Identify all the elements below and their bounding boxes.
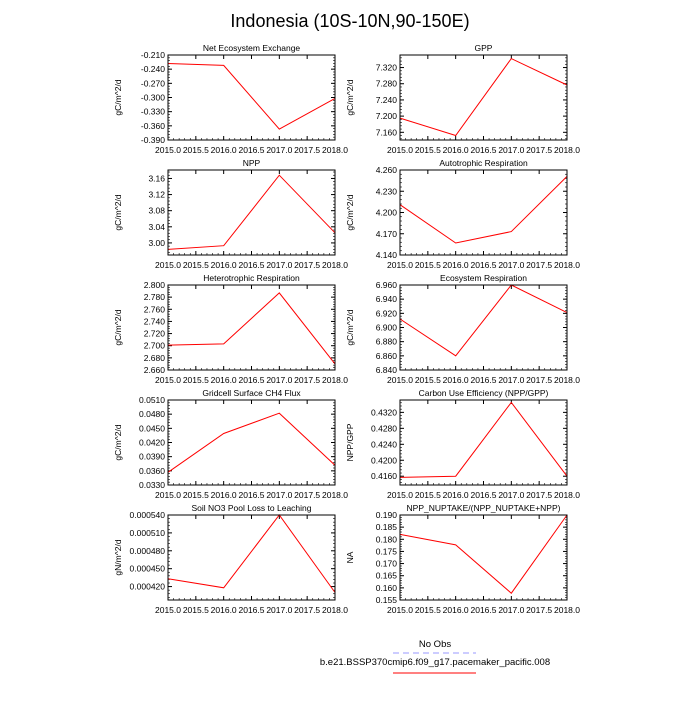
x-tick-label: 2016.0	[211, 375, 237, 385]
panel-title: Net Ecosystem Exchange	[203, 43, 301, 53]
x-tick-label: 2016.5	[471, 490, 497, 500]
y-tick-label: 2.720	[144, 329, 166, 339]
plot-frame	[400, 170, 567, 255]
x-tick-label: 2016.0	[211, 260, 237, 270]
x-tick-label: 2018.0	[322, 260, 348, 270]
x-tick-label: 2017.0	[266, 375, 292, 385]
y-tick-label: 0.4320	[371, 407, 397, 417]
y-tick-label: 6.960	[376, 280, 398, 290]
x-tick-label: 2016.5	[239, 260, 265, 270]
y-tick-label: -0.210	[141, 50, 165, 60]
y-tick-label: 0.0450	[139, 423, 165, 433]
panel-3	[345, 158, 580, 270]
x-tick-label: 2016.5	[471, 605, 497, 615]
x-tick-label: 2016.5	[239, 490, 265, 500]
y-tick-label: -0.270	[141, 78, 165, 88]
x-tick-label: 2018.0	[554, 605, 580, 615]
y-tick-label: 2.680	[144, 353, 166, 363]
y-tick-label: 2.800	[144, 280, 166, 290]
series-line	[400, 285, 567, 356]
y-tick-label: 4.260	[376, 165, 398, 175]
x-tick-label: 2016.0	[443, 490, 469, 500]
plot-frame	[168, 285, 335, 370]
x-tick-label: 2017.5	[294, 375, 320, 385]
x-tick-label: 2015.5	[183, 605, 209, 615]
x-tick-label: 2015.5	[183, 490, 209, 500]
y-tick-label: 7.200	[376, 111, 398, 121]
y-tick-label: 2.700	[144, 341, 166, 351]
plot-frame	[168, 170, 335, 255]
x-tick-label: 2015.0	[387, 375, 413, 385]
x-tick-label: 2018.0	[554, 490, 580, 500]
panel-title: Soil NO3 Pool Loss to Leaching	[191, 503, 311, 513]
x-tick-label: 2016.5	[239, 145, 265, 155]
y-tick-label: 0.0390	[139, 452, 165, 462]
y-tick-label: 0.0360	[139, 466, 165, 476]
series-line	[400, 176, 567, 243]
y-tick-label: 3.04	[148, 222, 165, 232]
x-tick-label: 2018.0	[554, 145, 580, 155]
y-tick-label: 6.940	[376, 294, 398, 304]
y-tick-label: 6.920	[376, 308, 398, 318]
x-tick-label: 2017.5	[526, 605, 552, 615]
panel-0	[113, 43, 348, 155]
y-tick-label: 7.320	[376, 63, 398, 73]
legend-case-label: b.e21.BSSP370cmip6.f09_g17.pacemaker_pacific.008	[320, 657, 550, 668]
x-tick-label: 2017.0	[266, 490, 292, 500]
x-tick-label: 2018.0	[322, 375, 348, 385]
y-tick-label: 0.175	[376, 546, 398, 556]
y-axis-label: gC/m^2/d	[113, 79, 123, 115]
x-tick-label: 2015.5	[183, 260, 209, 270]
plot-frame	[400, 285, 567, 370]
y-axis-label: NPP/GPP	[345, 423, 355, 461]
x-tick-label: 2015.5	[415, 375, 441, 385]
x-tick-label: 2016.5	[239, 605, 265, 615]
x-tick-label: 2016.0	[211, 605, 237, 615]
y-tick-label: 0.4200	[371, 455, 397, 465]
y-axis-label: gN/m^2/d	[113, 539, 123, 575]
panel-8	[113, 503, 348, 615]
y-tick-label: 3.00	[148, 238, 165, 248]
x-tick-label: 2018.0	[554, 260, 580, 270]
y-tick-label: 0.000450	[130, 564, 166, 574]
x-tick-label: 2015.0	[387, 260, 413, 270]
series-line	[400, 59, 567, 136]
x-tick-label: 2017.0	[498, 605, 524, 615]
series-line	[168, 515, 335, 593]
panel-4	[113, 273, 348, 385]
y-tick-label: 6.860	[376, 351, 398, 361]
series-line	[400, 402, 567, 477]
x-tick-label: 2017.0	[498, 490, 524, 500]
panel-title: Carbon Use Efficiency (NPP/GPP)	[419, 388, 549, 398]
figure-title: Indonesia (10S-10N,90-150E)	[230, 11, 469, 31]
y-tick-label: 6.840	[376, 365, 398, 375]
y-tick-label: 0.160	[376, 583, 398, 593]
x-tick-label: 2015.0	[155, 490, 181, 500]
panel-2	[113, 158, 348, 270]
legend-obs-label: No Obs	[419, 639, 451, 650]
x-tick-label: 2018.0	[322, 145, 348, 155]
y-tick-label: 2.740	[144, 316, 166, 326]
x-tick-label: 2015.5	[415, 145, 441, 155]
panel-title: GPP	[475, 43, 493, 53]
x-tick-label: 2017.5	[526, 145, 552, 155]
y-tick-label: 6.880	[376, 337, 398, 347]
y-tick-label: 2.780	[144, 292, 166, 302]
y-tick-label: 0.180	[376, 534, 398, 544]
panel-5	[345, 273, 580, 385]
y-tick-label: -0.330	[141, 107, 165, 117]
y-tick-label: -0.360	[141, 121, 165, 131]
y-tick-label: 0.000420	[130, 582, 166, 592]
x-tick-label: 2016.5	[471, 375, 497, 385]
y-axis-label: NA	[345, 551, 355, 563]
y-tick-label: 0.0420	[139, 438, 165, 448]
y-tick-label: 0.0510	[139, 395, 165, 405]
y-tick-label: 3.08	[148, 206, 165, 216]
series-line	[168, 64, 335, 130]
x-tick-label: 2015.5	[415, 260, 441, 270]
x-tick-label: 2017.5	[294, 145, 320, 155]
y-tick-label: 0.0480	[139, 409, 165, 419]
y-axis-label: gC/m^2/d	[345, 79, 355, 115]
x-tick-label: 2015.0	[387, 145, 413, 155]
x-tick-label: 2018.0	[322, 490, 348, 500]
x-tick-label: 2017.0	[498, 260, 524, 270]
y-tick-label: 0.000480	[130, 546, 166, 556]
y-tick-label: 0.190	[376, 510, 398, 520]
y-tick-label: 0.185	[376, 522, 398, 532]
x-tick-label: 2015.5	[183, 145, 209, 155]
y-tick-label: 7.280	[376, 79, 398, 89]
y-axis-label: gC/m^2/d	[345, 309, 355, 345]
panel-9	[345, 503, 580, 615]
y-tick-label: 0.4240	[371, 439, 397, 449]
y-tick-label: 0.4160	[371, 471, 397, 481]
plot-frame	[400, 515, 567, 600]
x-tick-label: 2015.5	[415, 490, 441, 500]
y-axis-label: gC/m^2/d	[113, 194, 123, 230]
y-tick-label: 0.0330	[139, 480, 165, 490]
panel-title: Heterotrophic Respiration	[203, 273, 300, 283]
y-tick-label: -0.240	[141, 64, 165, 74]
y-tick-label: 0.000510	[130, 528, 166, 538]
y-tick-label: 0.155	[376, 595, 398, 605]
x-tick-label: 2015.0	[155, 375, 181, 385]
x-tick-label: 2017.0	[266, 145, 292, 155]
x-tick-label: 2015.0	[387, 605, 413, 615]
y-tick-label: 4.140	[376, 250, 398, 260]
y-tick-label: -0.390	[141, 135, 165, 145]
series-line	[168, 175, 335, 249]
y-axis-label: gC/m^2/d	[345, 194, 355, 230]
y-tick-label: 2.760	[144, 304, 166, 314]
x-tick-label: 2016.5	[471, 260, 497, 270]
panel-7	[345, 388, 580, 500]
y-tick-label: 4.170	[376, 229, 398, 239]
x-tick-label: 2018.0	[554, 375, 580, 385]
x-tick-label: 2017.5	[526, 260, 552, 270]
x-tick-label: 2016.0	[443, 260, 469, 270]
y-tick-label: 0.4280	[371, 423, 397, 433]
x-tick-label: 2017.0	[498, 375, 524, 385]
y-tick-label: 7.240	[376, 95, 398, 105]
y-tick-label: -0.300	[141, 93, 165, 103]
x-tick-label: 2017.0	[498, 145, 524, 155]
panel-1	[345, 43, 580, 155]
x-tick-label: 2015.0	[155, 145, 181, 155]
y-tick-label: 4.200	[376, 208, 398, 218]
x-tick-label: 2017.5	[294, 260, 320, 270]
y-tick-label: 0.000540	[130, 510, 166, 520]
panel-title: Gridcell Surface CH4 Flux	[202, 388, 301, 398]
legend	[320, 639, 550, 673]
panel-title: Autotrophic Respiration	[439, 158, 528, 168]
x-tick-label: 2016.0	[443, 375, 469, 385]
x-tick-label: 2017.5	[294, 605, 320, 615]
x-tick-label: 2017.5	[526, 490, 552, 500]
x-tick-label: 2015.0	[387, 490, 413, 500]
y-tick-label: 3.16	[148, 173, 165, 183]
x-tick-label: 2016.0	[211, 490, 237, 500]
x-tick-label: 2017.5	[526, 375, 552, 385]
x-tick-label: 2015.5	[415, 605, 441, 615]
x-tick-label: 2015.0	[155, 605, 181, 615]
y-axis-label: gC/m^2/d	[113, 424, 123, 460]
x-tick-label: 2017.0	[266, 605, 292, 615]
x-tick-label: 2017.5	[294, 490, 320, 500]
x-tick-label: 2016.0	[211, 145, 237, 155]
x-tick-label: 2016.0	[443, 605, 469, 615]
x-tick-label: 2015.5	[183, 375, 209, 385]
x-tick-label: 2016.5	[239, 375, 265, 385]
series-line	[168, 413, 335, 472]
plot-frame	[168, 400, 335, 485]
x-tick-label: 2016.0	[443, 145, 469, 155]
x-tick-label: 2018.0	[322, 605, 348, 615]
x-tick-label: 2017.0	[266, 260, 292, 270]
panel-title: Ecosystem Respiration	[440, 273, 527, 283]
panel-6	[113, 388, 348, 500]
y-tick-label: 0.170	[376, 559, 398, 569]
y-axis-label: gC/m^2/d	[113, 309, 123, 345]
y-tick-label: 6.900	[376, 323, 398, 333]
panel-title: NPP	[243, 158, 261, 168]
y-tick-label: 7.160	[376, 127, 398, 137]
series-line	[400, 515, 567, 593]
y-tick-label: 4.230	[376, 186, 398, 196]
panel-title: NPP_NUPTAKE/(NPP_NUPTAKE+NPP)	[407, 503, 561, 513]
y-tick-label: 0.165	[376, 571, 398, 581]
x-tick-label: 2015.0	[155, 260, 181, 270]
y-tick-label: 2.660	[144, 365, 166, 375]
series-line	[168, 293, 335, 364]
x-tick-label: 2016.5	[471, 145, 497, 155]
y-tick-label: 3.12	[148, 190, 165, 200]
